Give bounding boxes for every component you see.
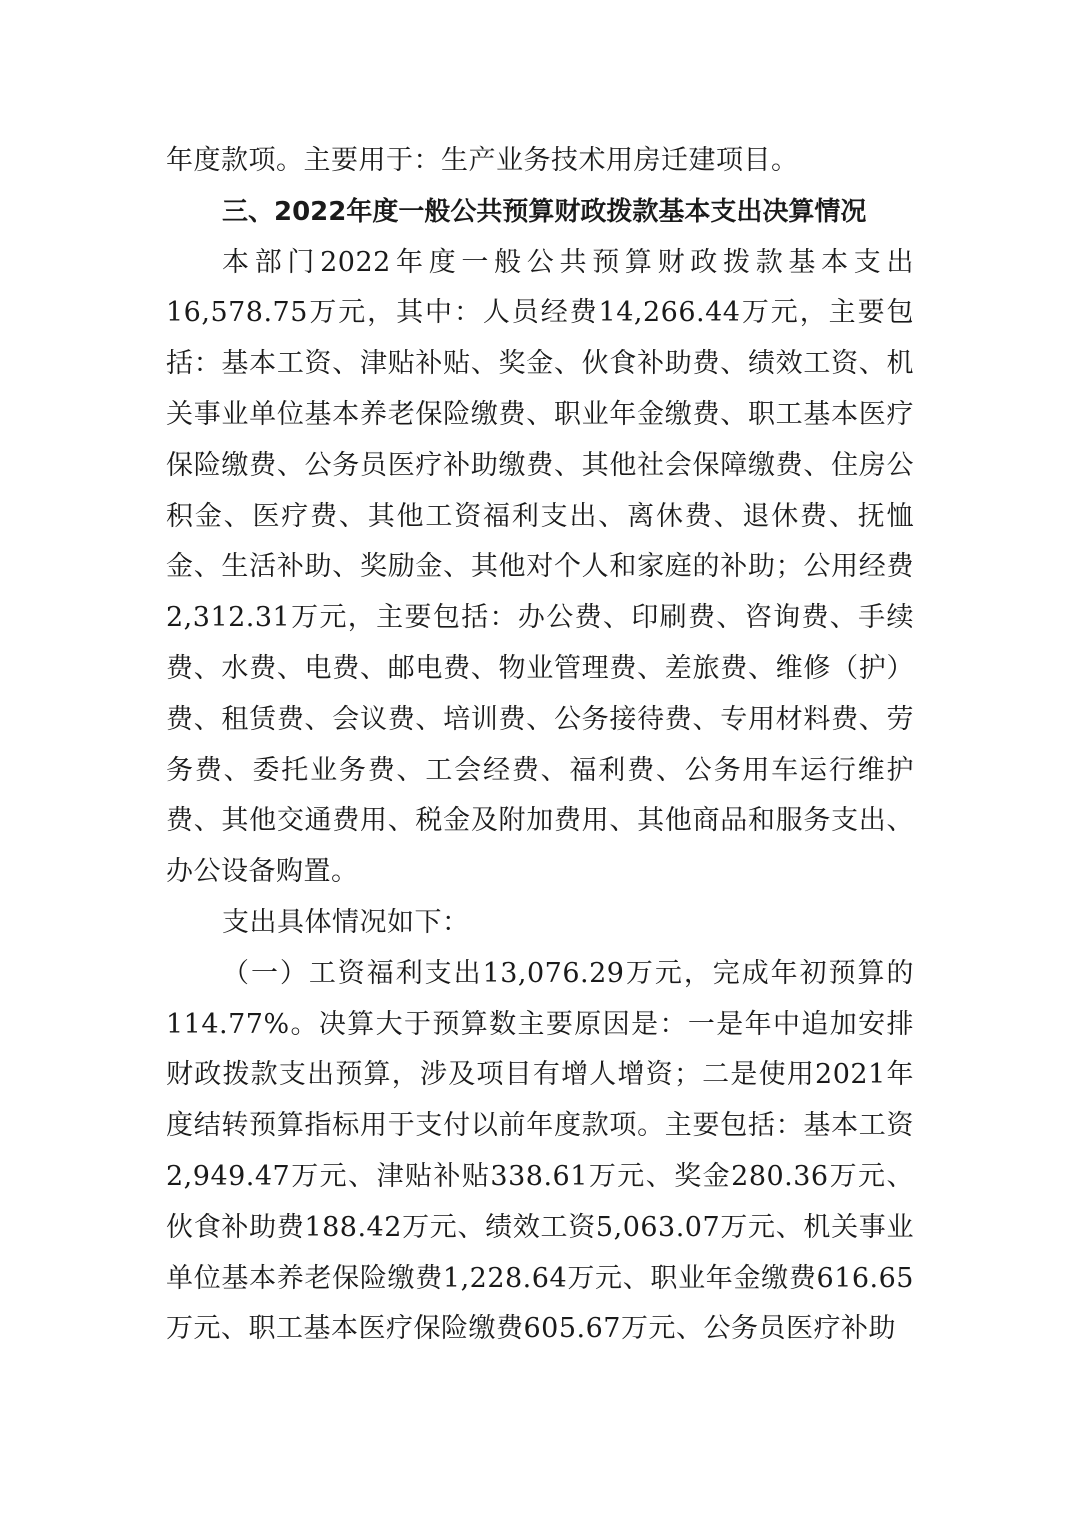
section-heading: 三、2022年度一般公共预算财政拨款基本支出决算情况: [222, 196, 867, 227]
item-one-paragraph: （一）工资福利支出13,076.29万元，完成年初预算的114.77%。决算大于预算数主要原因是：一是年中追加安排财政拨款支出预算，涉及项目有增人增资；二是使用2021年度结转预算指标用于支付以前年度款项。主要包括：基本工资2,949.47万元、津贴补贴338.61万元、奖金280.36万元、伙食补助费188.42万元、绩效工资5,063.07万元、机关事业单位基本养老保险缴费1,228.64万元、职业年金缴费616.65万元、职工基本医疗保险缴费605.67万元、公务员医疗补助: [166, 957, 914, 1345]
intro-paragraph: 本部门2022年度一般公共预算财政拨款基本支出16,578.75万元，其中：人员经费14,266.44万元，主要包括：基本工资、津贴补贴、奖金、伙食补助费、绩效工资、机关事业单位基本养老保险缴费、职业年金缴费、职工基本医疗保险缴费、公务员医疗补助缴费、其他社会保障缴费、住房公积金、医疗费、其他工资福利支出、离休费、退休费、抚恤金、生活补助、奖励金、其他对个人和家庭的补助；公用经费2,312.31万元，主要包括：办公费、印刷费、咨询费、手续费、水费、电费、邮电费、物业管理费、差旅费、维修（护）费、租赁费、会议费、培训费、公务接待费、专用材料费、劳务费、委托业务费、工会经费、福利费、公务用车运行维护费、其他交通费用、税金及附加费用、其他商品和服务支出、办公设备购置。: [166, 246, 914, 888]
details-intro-paragraph: 支出具体情况如下：: [222, 906, 470, 938]
document-body: [166, 136, 914, 1355]
continuation-paragraph: 年度款项。主要用于：生产业务技术用房迁建项目。: [166, 145, 799, 176]
